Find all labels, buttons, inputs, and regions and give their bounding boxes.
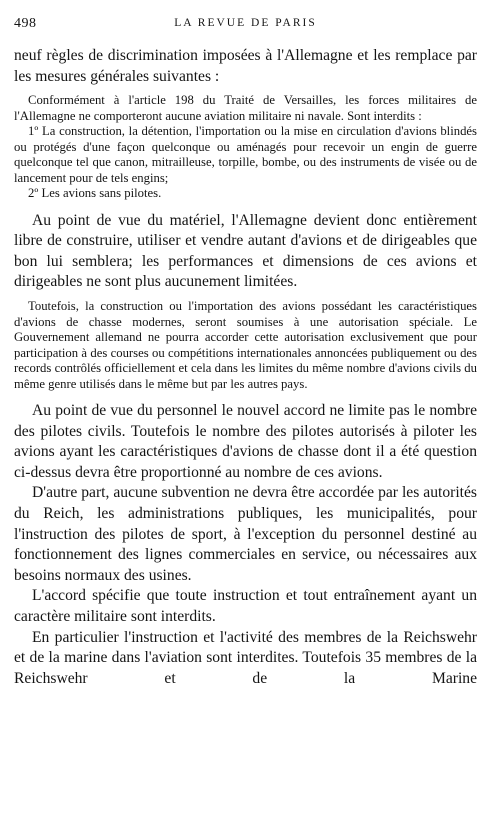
page-number: 498 xyxy=(14,16,37,31)
quote-item-2: 2º Les avions sans pilotes. xyxy=(28,186,162,201)
page-body xyxy=(14,46,477,689)
quote-chasse-authorisation: Toutefois, la construction ou l'importation des avions possédant les caractéristiques d'avions de chasse modernes, seront soumises à une autorisation spéciale. Le Gouvernement allemand ne pourra accorder cette autorisation exclusivement que pour participation à des courses ou compétitions internationales annoncées publiquement ou des records contrôlés officiellement et cela dans les limites du même nombre d'avions civils du même genre utilisés dans le même but par les autres pays. xyxy=(14,299,477,391)
paragraph-materiel: Au point de vue du matériel, l'Allemagne devient donc entièrement libre de construire, utiliser et vendre autant d'avions et de dirigeables que bon lui semblera; les performances et dimensions de ces avions et dirigeables ne sont plus aucunement limitées. xyxy=(14,211,477,291)
page-header xyxy=(14,16,477,36)
paragraph-intro: neuf règles de discrimination imposées à l'Allemagne et les remplace par les mesures générales suivantes : xyxy=(14,47,477,85)
quote-article-198: Conformément à l'article 198 du Traité de Versailles, les forces militaires de l'Allemagne ne comporteront aucune aviation militaire ni navale. Sont interdits : xyxy=(14,93,477,123)
paragraph-subvention: D'autre part, aucune subvention ne devra être accordée par les autorités du Reich, les administrations publiques, les municipalités, pour l'instruction des pilotes de sport, à l'exception du personnel destiné au fonctionnement des lignes commerciales en service, ou nécessaires aux besoins normaux des usines. xyxy=(14,484,477,584)
quote-item-1: 1º La construction, la détention, l'importation ou la mise en circulation d'avions blindés ou protégés d'une façon quelconque ou aménagés pour recevoir un engin de guerre quelconque tel que canon, mitrailleuse, torpille, bombe, ou des instruments de visée ou de lancement pour de tels engins; xyxy=(14,124,477,185)
paragraph-instruction: L'accord spécifie que toute instruction et tout entraînement ayant un caractère militaire sont interdits. xyxy=(14,587,477,625)
paragraph-reichswehr: En particulier l'instruction et l'activité des membres de la Reichswehr et de la marine dans l'aviation sont interdites. Toutefois 35 membres de la Reichswehr et de la Marine xyxy=(14,628,477,687)
running-title: LA REVUE DE PARIS xyxy=(174,17,317,29)
paragraph-personnel: Au point de vue du personnel le nouvel accord ne limite pas le nombre des pilotes civils. Toutefois le nombre des pilotes autorisés à piloter les avions ayant les caractéristiques d'avions de chasse dont il a été question ci-dessus devra être proportionné au nombre de ces avions. xyxy=(14,402,477,481)
